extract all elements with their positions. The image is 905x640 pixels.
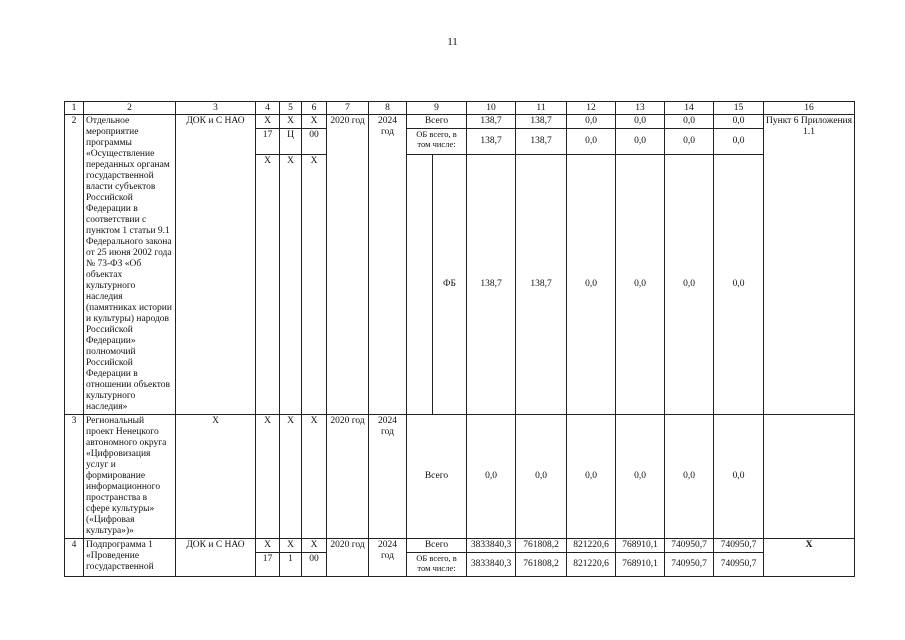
note bbox=[764, 415, 855, 539]
value-cell: 821220,6 bbox=[567, 539, 616, 553]
code-cell: 1 bbox=[280, 553, 302, 577]
executor: ДОК и С НАО bbox=[176, 115, 256, 415]
code-cell: Х bbox=[302, 115, 327, 129]
value-cell: 0,0 bbox=[665, 155, 714, 415]
header-cell: 5 bbox=[280, 102, 302, 115]
funding-label: ФБ bbox=[433, 155, 467, 415]
value-cell: 0,0 bbox=[567, 415, 616, 539]
header-cell: 4 bbox=[256, 102, 280, 115]
code-cell: Х bbox=[280, 415, 302, 539]
funding-label: Всего bbox=[407, 539, 467, 553]
value-cell: 138,7 bbox=[516, 115, 567, 129]
header-cell: 1 bbox=[65, 102, 84, 115]
value-cell: 0,0 bbox=[665, 415, 714, 539]
value-cell: 761808,2 bbox=[516, 539, 567, 553]
year-start: 2020 год bbox=[327, 115, 369, 415]
header-cell: 10 bbox=[467, 102, 516, 115]
code-cell: Х bbox=[280, 115, 302, 129]
year-start: 2020 год bbox=[327, 539, 369, 577]
executor: Х bbox=[176, 415, 256, 539]
header-cell: 15 bbox=[714, 102, 764, 115]
year-start: 2020 год bbox=[327, 415, 369, 539]
code-cell: 00 bbox=[302, 553, 327, 577]
header-cell: 7 bbox=[327, 102, 369, 115]
funding-label: Всего bbox=[407, 115, 467, 129]
value-cell: 138,7 bbox=[516, 155, 567, 415]
table-row bbox=[65, 415, 855, 539]
value-cell: 0,0 bbox=[665, 129, 714, 155]
code-cell: Х bbox=[256, 115, 280, 129]
year-end: 2024 год bbox=[369, 115, 407, 415]
code-cell: 17 bbox=[256, 129, 280, 155]
year-end: 2024 год bbox=[369, 539, 407, 577]
header-row bbox=[65, 102, 855, 115]
value-cell: 0,0 bbox=[714, 129, 764, 155]
row-number: 4 bbox=[65, 539, 84, 577]
note: Пункт 6 Приложения 1.1 bbox=[764, 115, 855, 415]
event-name: Подпрограмма 1 «Проведение государственной bbox=[84, 539, 176, 577]
value-cell: 0,0 bbox=[567, 129, 616, 155]
value-cell: 0,0 bbox=[616, 155, 665, 415]
code-cell: Х bbox=[280, 539, 302, 553]
indent-cell bbox=[407, 155, 433, 415]
code-cell: 00 bbox=[302, 129, 327, 155]
table-row bbox=[65, 539, 855, 553]
header-cell: 3 bbox=[176, 102, 256, 115]
value-cell: 138,7 bbox=[467, 155, 516, 415]
header-cell: 13 bbox=[616, 102, 665, 115]
code-cell: Х bbox=[256, 415, 280, 539]
value-cell: 138,7 bbox=[467, 129, 516, 155]
value-cell: 0,0 bbox=[616, 415, 665, 539]
header-cell: 9 bbox=[407, 102, 467, 115]
header-cell: 12 bbox=[567, 102, 616, 115]
code-cell: Х bbox=[256, 155, 280, 415]
value-cell: 0,0 bbox=[714, 415, 764, 539]
code-cell: Х bbox=[302, 539, 327, 553]
table-row bbox=[65, 115, 855, 129]
value-cell: 0,0 bbox=[665, 115, 714, 129]
funding-label: Всего bbox=[407, 415, 467, 539]
value-cell: 740950,7 bbox=[714, 539, 764, 553]
row-number: 3 bbox=[65, 415, 84, 539]
funding-label: ОБ всего, в том числе: bbox=[407, 553, 467, 577]
note: Х bbox=[764, 539, 855, 577]
page-number: 11 bbox=[447, 36, 458, 48]
header-cell: 11 bbox=[516, 102, 567, 115]
header-cell: 2 bbox=[84, 102, 176, 115]
code-cell: 17 bbox=[256, 553, 280, 577]
value-cell: 768910,1 bbox=[616, 539, 665, 553]
value-cell: 740950,7 bbox=[665, 539, 714, 553]
value-cell: 821220,6 bbox=[567, 553, 616, 577]
value-cell: 0,0 bbox=[616, 115, 665, 129]
value-cell: 0,0 bbox=[714, 155, 764, 415]
value-cell: 0,0 bbox=[567, 115, 616, 129]
year-end: 2024 год bbox=[369, 415, 407, 539]
value-cell: 740950,7 bbox=[665, 553, 714, 577]
header-cell: 14 bbox=[665, 102, 714, 115]
funding-label: ОБ всего, в том числе: bbox=[407, 129, 467, 155]
code-cell: Х bbox=[256, 539, 280, 553]
value-cell: 3833840,3 bbox=[467, 553, 516, 577]
event-name: Отдельное мероприятие программы «Осуществление переданных органам государственной власти субъектов Российской Федерации в соответствии с пунктом 1 статьи 9.1 Федерального закона от 25 июня 2002 года № 73-ФЗ «Об объектах культурного наследия (памятниках истории и культуры) народов Российской Федерации» полномочий Российской Федерации в отношении объектов культурного наследия» bbox=[84, 115, 176, 415]
event-name: Региональный проект Ненецкого автономного округа «Цифровизация услуг и формирование информационного пространства в сфере культуры» («Цифровая культура»)» bbox=[84, 415, 176, 539]
value-cell: 0,0 bbox=[714, 115, 764, 129]
code-cell: Х bbox=[302, 415, 327, 539]
value-cell: 740950,7 bbox=[714, 553, 764, 577]
program-table bbox=[64, 101, 855, 577]
value-cell: 138,7 bbox=[516, 129, 567, 155]
executor: ДОК и С НАО bbox=[176, 539, 256, 577]
header-cell: 6 bbox=[302, 102, 327, 115]
code-cell: Х bbox=[280, 155, 302, 415]
value-cell: 768910,1 bbox=[616, 553, 665, 577]
value-cell: 0,0 bbox=[616, 129, 665, 155]
value-cell: 0,0 bbox=[567, 155, 616, 415]
value-cell: 0,0 bbox=[467, 415, 516, 539]
value-cell: 138,7 bbox=[467, 115, 516, 129]
row-number: 2 bbox=[65, 115, 84, 415]
header-cell: 8 bbox=[369, 102, 407, 115]
code-cell: Х bbox=[302, 155, 327, 415]
value-cell: 0,0 bbox=[516, 415, 567, 539]
value-cell: 3833840,3 bbox=[467, 539, 516, 553]
code-cell: Ц bbox=[280, 129, 302, 155]
header-cell: 16 bbox=[764, 102, 855, 115]
value-cell: 761808,2 bbox=[516, 553, 567, 577]
